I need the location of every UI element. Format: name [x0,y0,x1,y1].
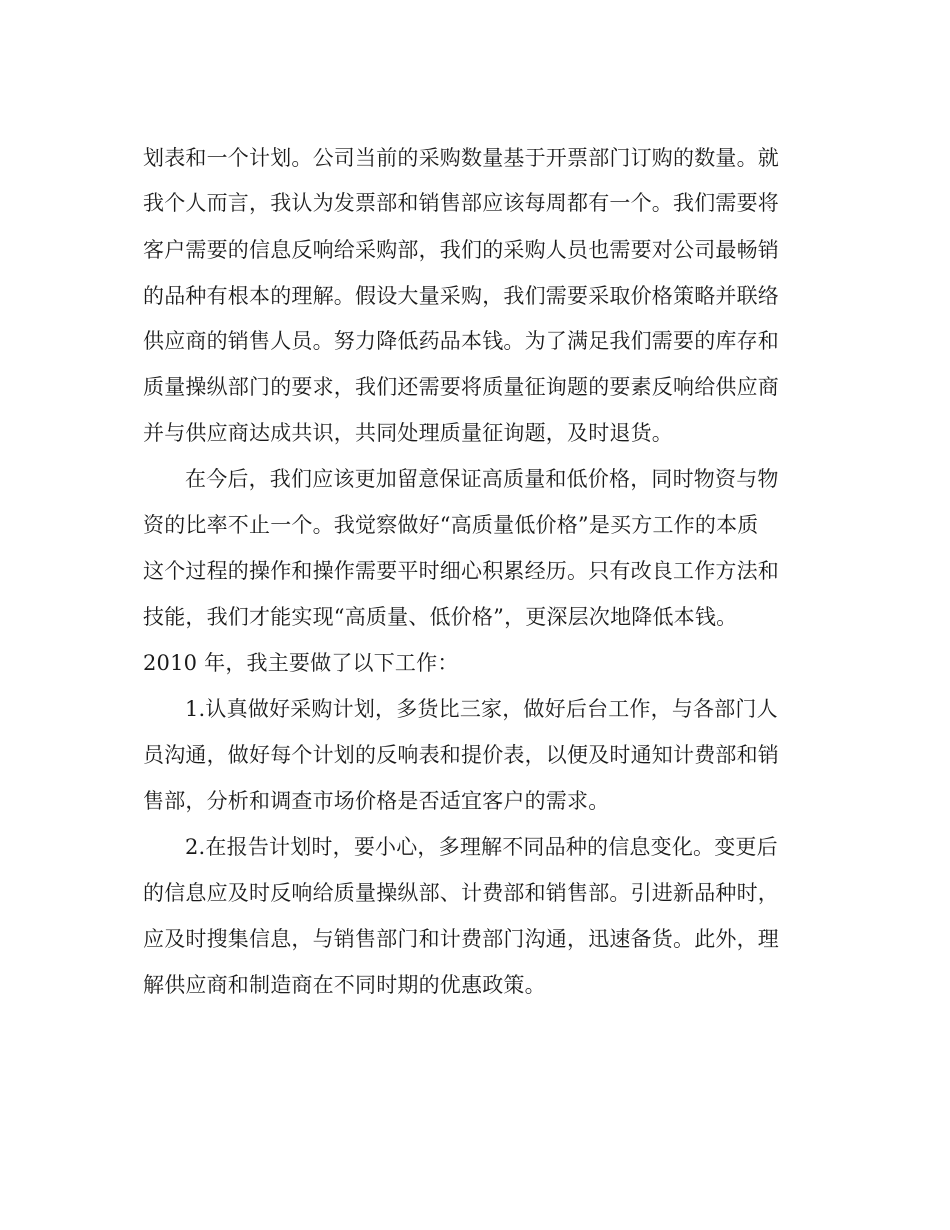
text-line: 质量操纵部门的要求，我们还需要将质量征询题的要素反响给供应商 [143,375,779,399]
text-line: 技能，我们才能实现“高质量、低价格”，更深层次地降低本钱。 [143,605,738,629]
text-line: 的信息应及时反响给质量操纵部、计费部和销售部。引进新品种时， [143,881,779,905]
text-line: 的品种有根本的理解。假设大量采购，我们需要采取价格策略并联络 [143,284,779,308]
text-line: 2010 年，我主要做了以下工作： [143,651,459,675]
text-line: 这个过程的操作和操作需要平时细心积累经历。只有改良工作方法和 [143,559,779,583]
text-line: 供应商的销售人员。努力降低药品本钱。为了满足我们需要的库存和 [143,329,779,353]
text-line: 在今后，我们应该更加留意保证高质量和低价格，同时物资与物 [185,467,779,491]
text-line: 并与供应商达成共识，共同处理质量征询题，及时退货。 [143,421,673,445]
text-line: 应及时搜集信息，与销售部门和计费部门沟通，迅速备货。此外，理 [143,927,779,951]
text-line: 我个人而言，我认为发票部和销售部应该每周都有一个。我们需要将 [143,191,779,215]
text-line: 客户需要的信息反响给采购部，我们的采购人员也需要对公司最畅销 [143,238,779,262]
text-line: 资的比率不止一个。我觉察做好“高质量低价格”是买方工作的本质 [143,513,759,537]
text-line: 1.认真做好采购计划，多货比三家，做好后台工作，与各部门人 [185,697,778,721]
text-line: 划表和一个计划。公司当前的采购数量基于开票部门订购的数量。就 [143,146,779,170]
text-line: 售部，分析和调查市场价格是否适宜客户的需求。 [143,789,610,813]
text-line: 2.在报告计划时，要小心，多理解不同品种的信息变化。变更后 [185,835,778,859]
text-line: 解供应商和制造商在不同时期的优惠政策。 [143,973,546,997]
text-line: 员沟通，做好每个计划的反响表和提价表，以便及时通知计费部和销 [143,743,779,767]
